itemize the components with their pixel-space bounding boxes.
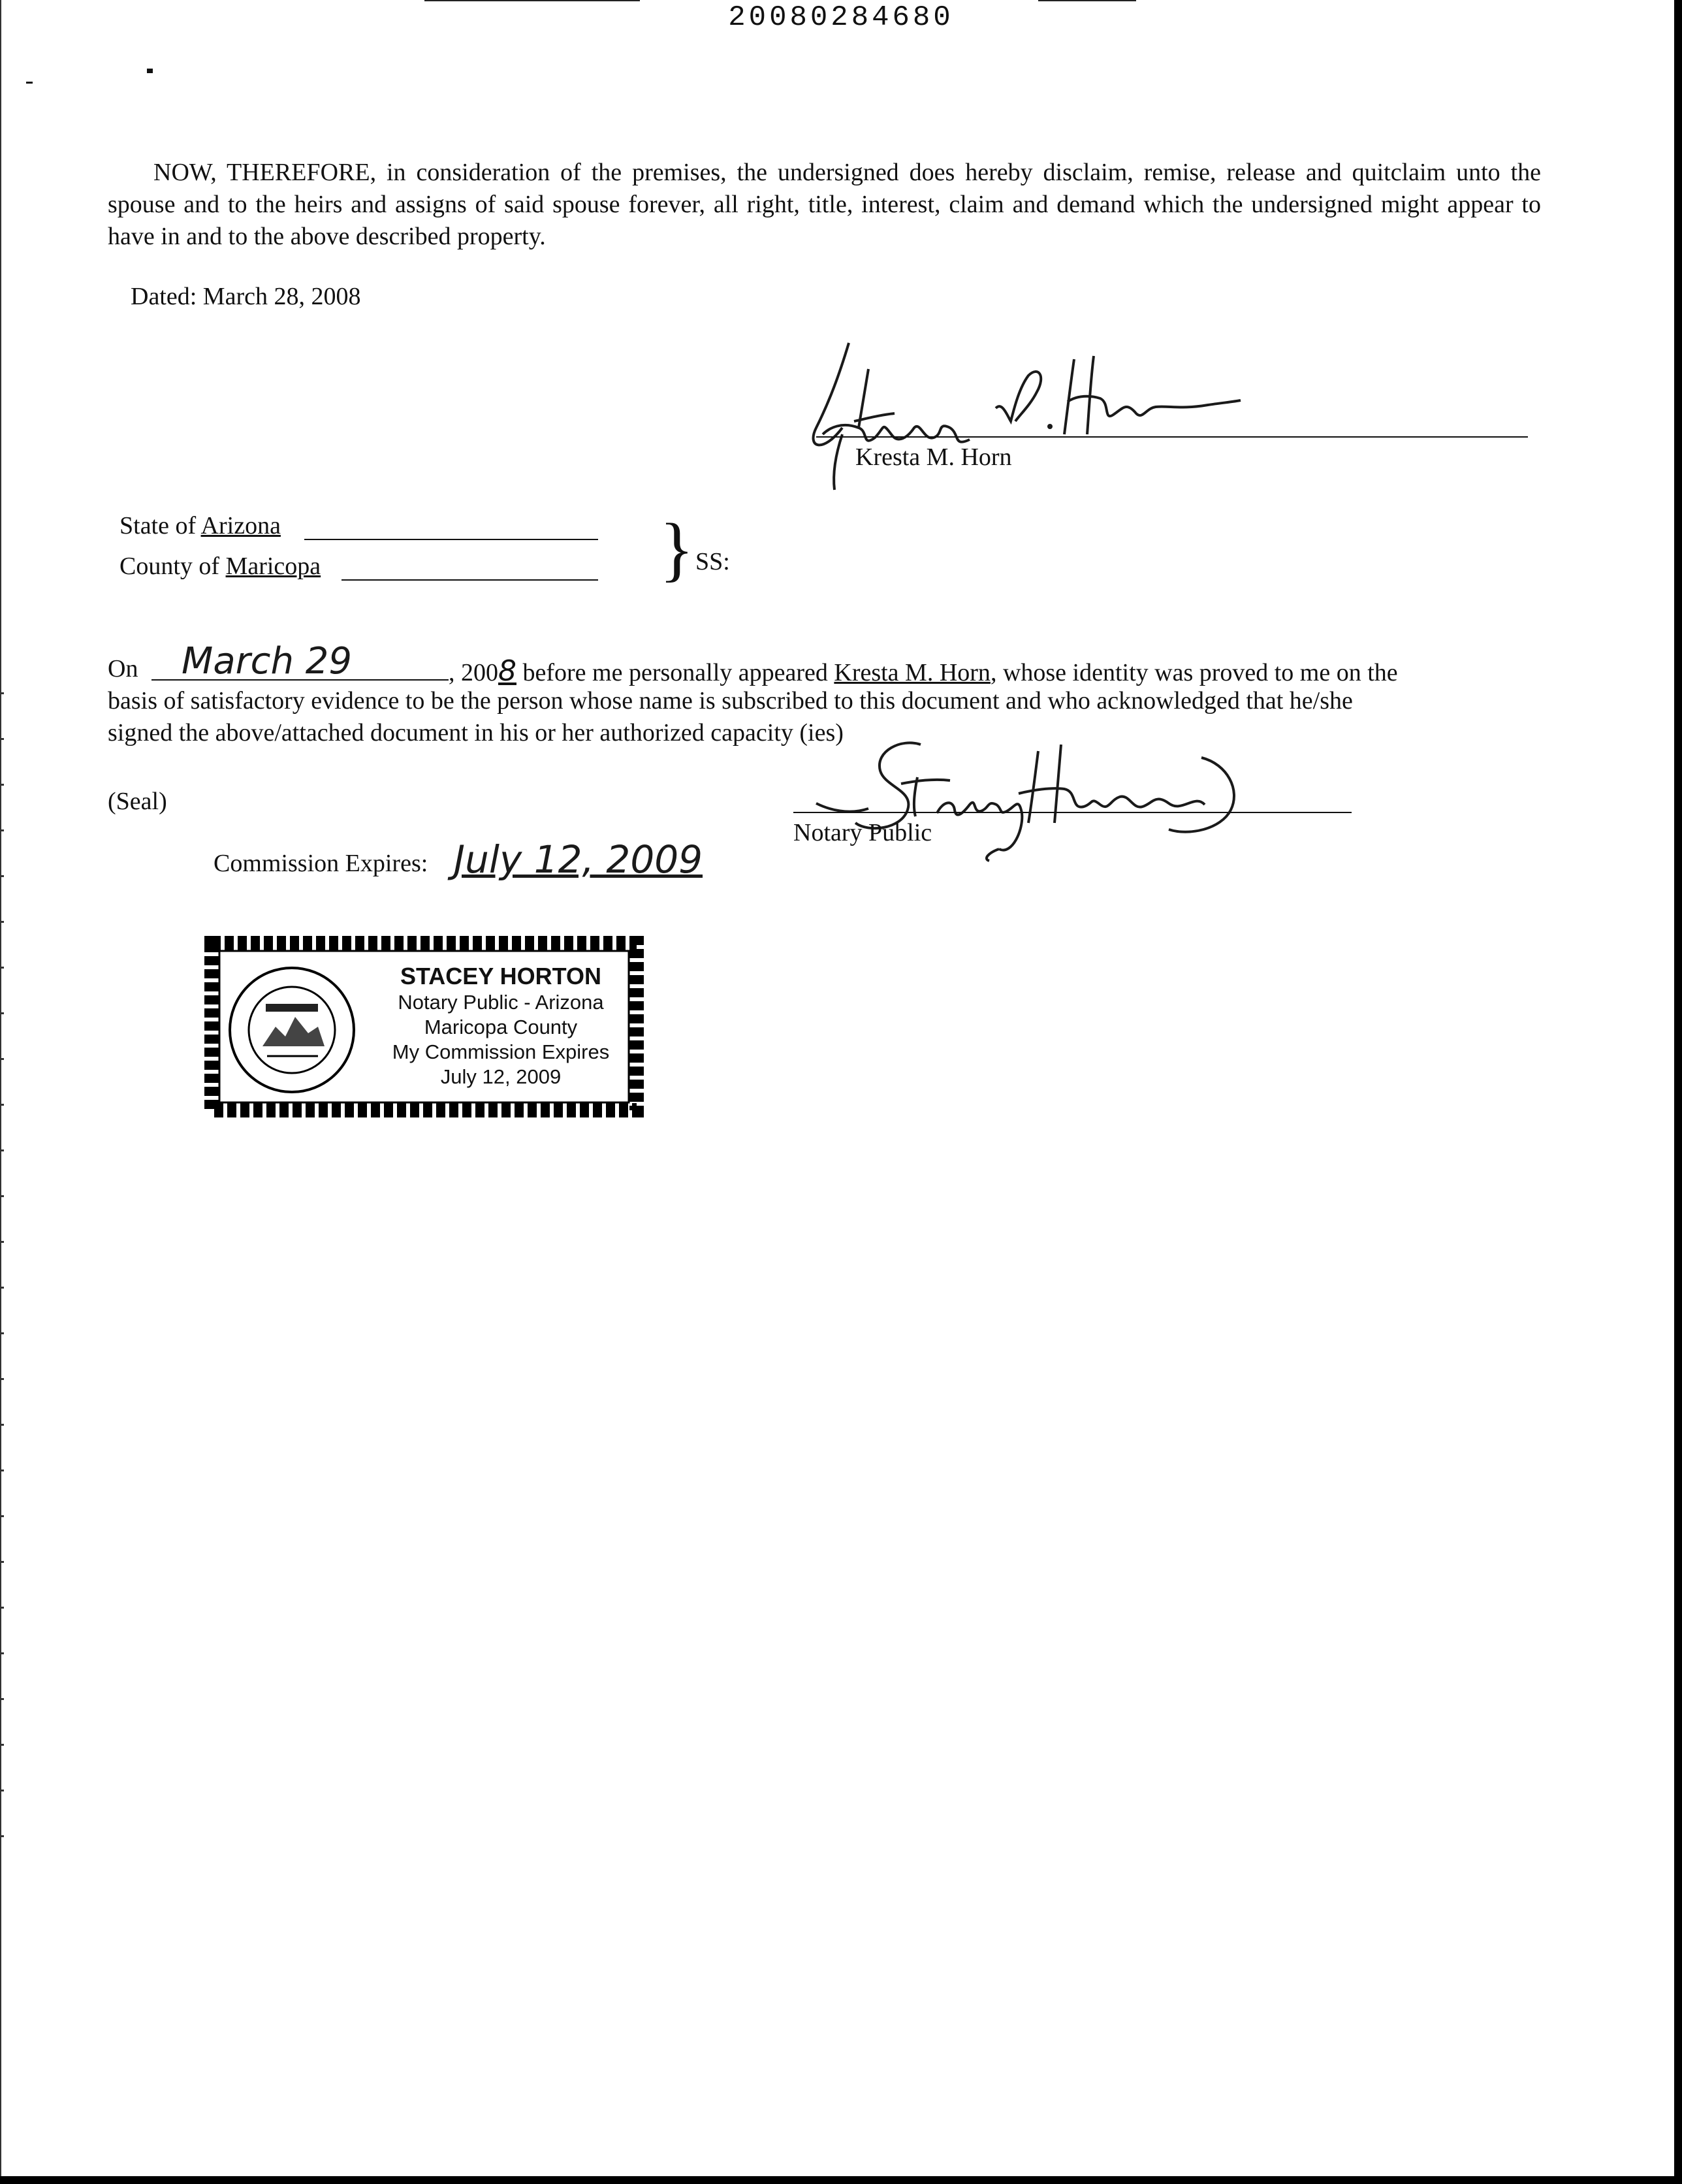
quitclaim-paragraph: [108, 157, 1541, 253]
scan-border-bottom: [0, 2176, 1682, 2184]
ack-line2: basis of satisfactory evidence to be the person whose name is subscribed to this document and who acknowledged that he/she: [108, 687, 1353, 715]
scan-tick: [0, 738, 4, 740]
stamp-line4: July 12, 2009: [440, 1065, 562, 1088]
scan-speck: [26, 82, 33, 84]
dated-value: March 28, 2008: [202, 283, 361, 310]
ack-line1: [449, 654, 1398, 688]
stamp-line1: Notary Public - Arizona: [398, 991, 604, 1014]
scan-tick: [0, 1744, 4, 1746]
scan-tick: [0, 967, 4, 969]
venue-brace: }: [659, 509, 694, 588]
county-line: [119, 552, 321, 581]
arizona-state-seal: [227, 965, 357, 1095]
scan-tick: [0, 1195, 4, 1197]
ack-text-after-name: , whose identity was proved to me on the: [990, 659, 1398, 686]
scan-tick: [0, 829, 4, 831]
dated-label: Dated:: [131, 283, 197, 310]
ack-year-handwritten: 8: [498, 654, 516, 688]
grantor-signature: [803, 330, 1247, 500]
ack-text-before-name: before me personally appeared: [522, 659, 828, 686]
ack-line3: signed the above/attached document in his or her authorized capacity (ies): [108, 719, 844, 747]
ack-appearer-name: Kresta M. Horn: [834, 659, 991, 686]
stamp-line2: Maricopa County: [424, 1016, 578, 1038]
scan-tick: [0, 1332, 4, 1334]
ack-on-label: On: [108, 655, 138, 682]
scan-tick: [0, 1149, 4, 1151]
state-blank-line: [304, 539, 598, 540]
scan-tick: [0, 1241, 4, 1243]
stamp-name: STACEY HORTON: [400, 963, 602, 989]
scan-tick: [0, 1012, 4, 1014]
ack-year-prefix: , 200: [449, 659, 498, 686]
seal-label: (Seal): [108, 788, 167, 815]
quitclaim-paragraph-text: NOW, THEREFORE, in consideration of the premises, the undersigned does hereby disclaim, remise, release and quitclaim unto the spouse and to the heirs and assigns of said spouse forever, all right, title, interest, claim and demand which the undersigned might appear to have in and to the above described property.: [108, 159, 1541, 250]
scan-tick: [0, 1469, 4, 1471]
scan-tick: [0, 1287, 4, 1289]
scan-tick: [0, 692, 4, 694]
state-label: State of: [119, 512, 197, 539]
stamp-line3: My Commission Expires: [392, 1040, 610, 1063]
grantor-signature-line: [816, 436, 1528, 438]
scan-tick: [0, 1561, 4, 1563]
scan-tick: [0, 1424, 4, 1426]
notary-stamp: [204, 935, 644, 1118]
scan-tick: [0, 1104, 4, 1106]
scan-tick: [0, 784, 4, 786]
scan-tick: [0, 1378, 4, 1380]
scan-tick: [0, 1515, 4, 1517]
scan-tick: [0, 1698, 4, 1700]
notary-signature-line: [793, 812, 1352, 813]
notary-title: Notary Public: [793, 819, 932, 846]
state-line: [119, 511, 281, 540]
county-blank-line: [341, 579, 598, 581]
scan-border-left: [0, 0, 1, 2184]
scan-tick: [0, 875, 4, 877]
commission-label: Commission Expires:: [214, 850, 428, 877]
commission-handwritten: July 12, 2009: [454, 837, 703, 882]
scan-tick: [0, 1652, 4, 1654]
dated-line: [131, 282, 360, 311]
state-value: Arizona: [200, 512, 281, 539]
scan-tick: [0, 1790, 4, 1791]
grantor-printed-name: Kresta M. Horn: [855, 443, 1012, 471]
scan-border-right: [1674, 0, 1682, 2184]
scan-speck: [147, 69, 153, 73]
ack-date-handwritten: March 29: [182, 640, 352, 682]
county-label: County of: [119, 553, 220, 580]
ss-label: SS:: [695, 548, 730, 575]
scan-tick: [0, 1058, 4, 1060]
scan-tick: [0, 921, 4, 923]
county-value: Maricopa: [225, 553, 321, 580]
scan-tick: [0, 1607, 4, 1609]
scan-tick: [0, 1835, 4, 1837]
recording-number: 20080284680: [728, 1, 954, 34]
